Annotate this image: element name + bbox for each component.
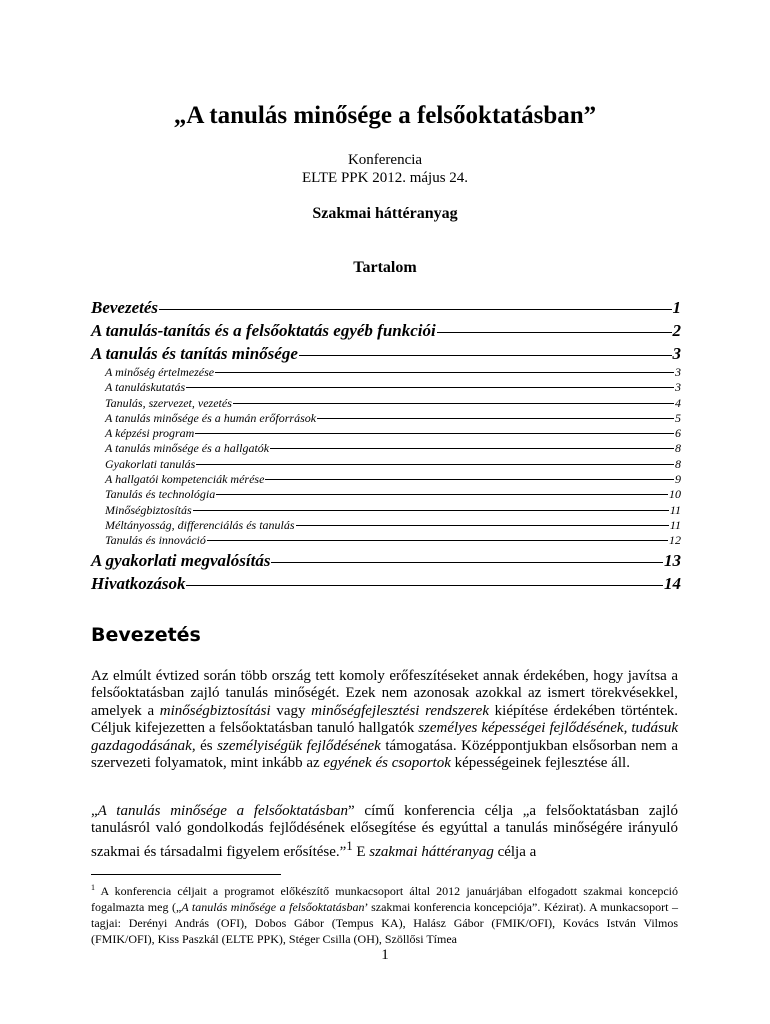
toc-entry-page: 6 (675, 426, 681, 441)
text-run: ” című konferencia célja „a felsőoktatásban zajló tanulásról való gondolkodás fejlődésének elősegítése és egyúttal a tanulás minőségére irányuló szakmai és társadalmi figyelem erősítése.” (91, 803, 678, 860)
toc-entry-label: A tanulás és tanítás minősége (91, 344, 298, 363)
event-type: Konferencia (347, 152, 423, 168)
footnote-marker: 1 (346, 838, 353, 853)
text-run: A konferencia céljait a programot előkészítő munkacsoport által 2012 januárjában elfogadott szakmai koncepció fogalmazta meg („ (91, 884, 678, 914)
toc-leader-line (299, 355, 672, 356)
toc-leader-line (270, 448, 674, 449)
toc-entry[interactable] (91, 365, 681, 380)
toc-entry-page: 13 (664, 550, 681, 570)
page-number: 1 (381, 947, 389, 963)
footnote-divider (91, 874, 281, 875)
toc-entry-page: 3 (675, 380, 681, 395)
text-run: szakmai háttéranyag (369, 843, 494, 860)
toc-leader-line (193, 510, 669, 511)
toc-entry-page: 3 (672, 344, 681, 363)
toc-leader-line (317, 418, 674, 419)
intro-paragraph-2 (91, 803, 678, 861)
section-heading: Bevezetés (91, 624, 201, 646)
toc-entry-label: A képzési program (105, 426, 195, 441)
text-run: támogatása. Középpontjukban elsősorban nem a szervezeti folyamatok, mint inkább az (91, 737, 678, 772)
toc-leader-line (296, 525, 669, 526)
toc-entry[interactable] (91, 472, 681, 487)
toc-entry[interactable] (91, 380, 681, 395)
toc-entry[interactable] (91, 572, 681, 595)
toc-entry-label: Hivatkozások (91, 573, 186, 593)
toc-entry-label: Tanulás, szervezet, vezetés (105, 395, 232, 410)
text-run: ’ szakmai konferencia koncepciója”. Kézirat). A munkacsoport – tagjai: Derényi András (OFI), Dobos Gábor (Tempus KA), Halász Gábor (FMIK/OFI), Kovács István Vilmos (FMIK/OFI), Kiss Paszkál (ELTE PPK), Stéger Csilla (OH), Szöllősi Tímea (91, 900, 678, 946)
text-run: Az elmúlt évtized során több ország tett komoly erőfeszítéseket annak érdekében, hogy javítsa a felsőoktatásban zajló tanulás minőségét. Ezek nem azonosak azokkal az ismert törekvésekkel, amelyek a (91, 668, 678, 719)
toc-entry[interactable] (91, 518, 681, 533)
toc-leader-line (271, 562, 663, 563)
toc-entry[interactable] (91, 296, 681, 319)
toc-entry-page: 5 (675, 410, 681, 425)
text-run: képességeinek fejlesztése áll. (450, 755, 630, 772)
toc-entry[interactable] (91, 487, 681, 502)
toc-entry-label: A tanulás minősége és a humán erőforrások (105, 410, 317, 425)
toc-leader-line (437, 332, 672, 333)
toc-entry-label: Bevezetés (91, 298, 159, 317)
toc-entry-label: Gyakorlati tanulás (105, 456, 196, 471)
event-place-date: ELTE PPK 2012. május 24. (301, 170, 469, 186)
toc-entry-page: 8 (675, 441, 681, 456)
toc-leader-line (207, 540, 668, 541)
text-run: A tanulás minősége a felsőoktatásban (181, 900, 365, 914)
toc-entry-label: A tanuláskutatás (105, 380, 186, 395)
document-title: „A tanulás minősége a felsőoktatásban” (173, 102, 597, 129)
toc-leader-line (186, 387, 674, 388)
text-run: személyes képességei fejlődésének, tudásuk gazdagodásának, (91, 720, 678, 754)
text-run: vagy (270, 702, 312, 719)
toc-entry-page: 14 (664, 573, 681, 593)
toc-entry-page: 2 (672, 321, 681, 340)
toc-entry-page: 12 (669, 533, 681, 548)
toc-entry-page: 4 (675, 395, 681, 410)
toc-entry[interactable] (91, 549, 681, 572)
toc-leader-line (215, 372, 674, 373)
toc-entry-page: 10 (669, 487, 681, 502)
footnote-marker: 1 (91, 883, 95, 892)
toc-entry-label: A tanulás-tanítás és a felsőoktatás egyéb funkciói (91, 321, 436, 340)
toc-entry[interactable] (91, 342, 681, 365)
text-run: A tanulás minősége a felsőoktatásban (97, 803, 349, 819)
toc-entry-label: A gyakorlati megvalósítás (91, 550, 271, 570)
text-run: minőségbiztosítási (159, 702, 271, 719)
toc-heading: Tartalom (353, 259, 417, 276)
toc-entry-page: 1 (672, 298, 681, 317)
text-run: személyiségük fejlődésének (217, 737, 381, 754)
toc-entry-page: 11 (669, 517, 681, 532)
toc-leader-line (186, 585, 663, 586)
toc-leader-line (265, 479, 674, 480)
toc-leader-line (159, 309, 671, 310)
text-run: „ (91, 803, 98, 819)
text-run: és (195, 737, 218, 754)
text-run: célja a (493, 843, 537, 860)
toc-leader-line (195, 433, 674, 434)
toc-leader-line (216, 494, 668, 495)
toc-entry-page: 11 (669, 502, 681, 517)
toc-entry[interactable] (91, 319, 681, 342)
text-run: kiépítése érdekében történtek. Céljuk kifejezetten a felsőoktatásban tanuló hallgatók (91, 702, 678, 737)
toc-entry-label: Tanulás és technológia (105, 487, 216, 502)
toc-entry-label: Méltányosság, differenciálás és tanulás (105, 517, 295, 532)
text-run: E (352, 843, 370, 860)
toc-entry[interactable] (91, 533, 681, 548)
toc-leader-line (196, 464, 674, 465)
toc-entry[interactable] (91, 503, 681, 518)
table-of-contents (91, 296, 681, 595)
toc-leader-line (233, 403, 674, 404)
toc-entry-label: Tanulás és innováció (105, 533, 206, 548)
toc-entry[interactable] (91, 457, 681, 472)
text-run: egyének és csoportok (323, 755, 451, 772)
toc-entry[interactable] (91, 441, 681, 456)
text-run: minőségfejlesztési rendszerek (311, 702, 489, 719)
toc-entry-page: 9 (675, 472, 681, 487)
toc-entry-page: 3 (675, 365, 681, 379)
toc-entry[interactable] (91, 426, 681, 441)
toc-entry-label: A tanulás minősége és a hallgatók (105, 441, 270, 456)
toc-entry-label: A minőség értelmezése (105, 365, 215, 379)
toc-entry[interactable] (91, 411, 681, 426)
footnote-1 (91, 880, 678, 947)
toc-entry[interactable] (91, 396, 681, 411)
document-type: Szakmai háttéranyag (312, 205, 458, 222)
toc-entry-label: A hallgatói kompetenciák mérése (105, 472, 265, 487)
toc-entry-label: Minőségbiztosítás (105, 502, 192, 517)
toc-entry-page: 8 (675, 456, 681, 471)
intro-paragraph-1 (91, 668, 678, 772)
